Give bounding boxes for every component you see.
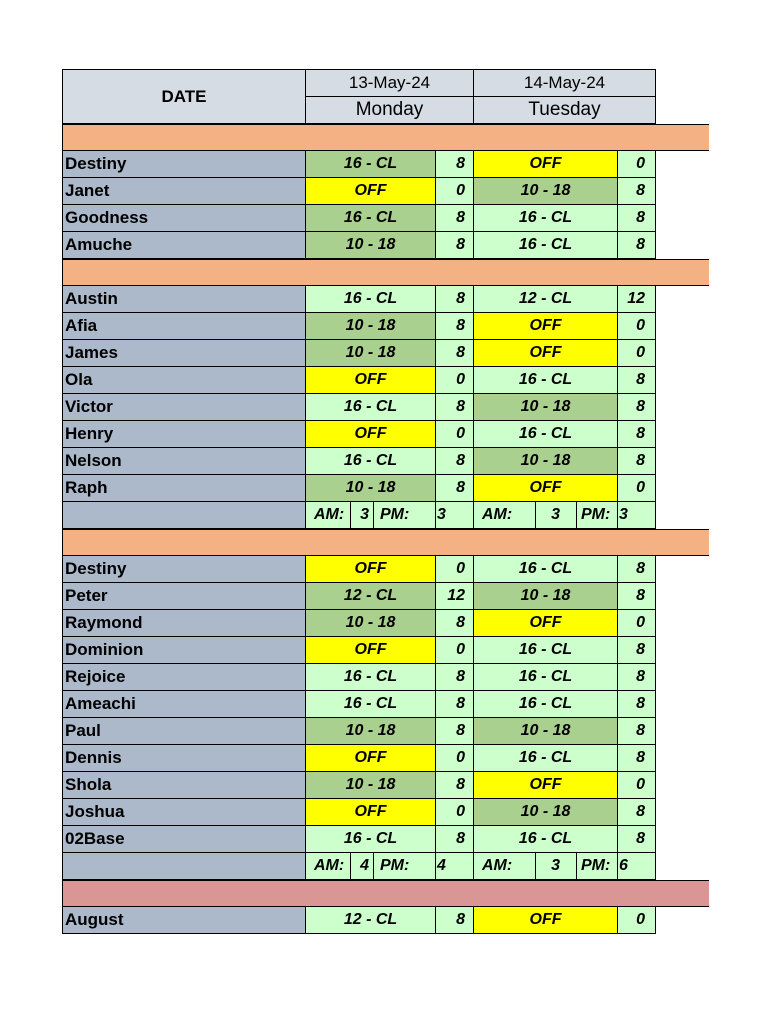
day1-pm-count[interactable]: 4 xyxy=(435,852,474,880)
summary-name-cell xyxy=(62,852,306,880)
day1-shift[interactable]: 10 - 18 xyxy=(305,312,436,340)
day2-shift[interactable]: OFF xyxy=(473,771,618,799)
staff-row xyxy=(62,151,709,178)
rota-sheet xyxy=(62,69,709,934)
day1-hours[interactable]: 8 xyxy=(435,906,474,934)
staff-row xyxy=(62,232,709,259)
day1-shift[interactable]: 16 - CL xyxy=(305,393,436,421)
day1-shift[interactable]: OFF xyxy=(305,420,436,448)
day1-shift[interactable]: 12 - CL xyxy=(305,582,436,610)
day1-hours[interactable]: 8 xyxy=(435,447,474,475)
staff-row xyxy=(62,772,709,799)
day2-shift[interactable]: 16 - CL xyxy=(473,636,618,664)
day2-hours[interactable]: 12 xyxy=(617,285,656,313)
staff-row xyxy=(62,691,709,718)
staff-name[interactable]: Victor xyxy=(62,393,306,421)
day2-hours[interactable]: 8 xyxy=(617,636,656,664)
day1-hours[interactable]: 0 xyxy=(435,420,474,448)
day2-shift[interactable]: OFF xyxy=(473,339,618,367)
staff-row xyxy=(62,367,709,394)
day2-shift[interactable]: 12 - CL xyxy=(473,285,618,313)
day2-hours[interactable]: 0 xyxy=(617,339,656,367)
day1-shift[interactable]: 16 - CL xyxy=(305,663,436,691)
rota-body xyxy=(62,124,709,934)
day1-shift[interactable]: 16 - CL xyxy=(305,825,436,853)
am-pm-summary-row xyxy=(62,502,709,529)
day2-am-count[interactable]: 3 xyxy=(535,852,577,880)
day1-hours[interactable]: 12 xyxy=(435,582,474,610)
day1-hours[interactable]: 0 xyxy=(435,744,474,772)
day1-shift[interactable]: OFF xyxy=(305,636,436,664)
day2-shift[interactable]: 16 - CL xyxy=(473,825,618,853)
am-label[interactable]: AM: xyxy=(305,501,351,529)
day2-shift[interactable]: 10 - 18 xyxy=(473,798,618,826)
day2-weekday: Tuesday xyxy=(473,96,656,124)
day1-hours[interactable]: 8 xyxy=(435,204,474,232)
day2-shift[interactable]: 10 - 18 xyxy=(473,393,618,421)
date-header: DATE xyxy=(62,69,306,124)
day2-am-count[interactable]: 3 xyxy=(535,501,577,529)
day2-hours[interactable]: 8 xyxy=(617,204,656,232)
staff-name[interactable]: Austin xyxy=(62,285,306,313)
staff-row xyxy=(62,448,709,475)
day2-shift[interactable]: 10 - 18 xyxy=(473,717,618,745)
staff-name[interactable]: 02Base xyxy=(62,825,306,853)
day1-shift[interactable]: 10 - 18 xyxy=(305,717,436,745)
day2-shift[interactable]: OFF xyxy=(473,312,618,340)
day2-shift[interactable]: 16 - CL xyxy=(473,663,618,691)
staff-row xyxy=(62,556,709,583)
day2-hours[interactable]: 8 xyxy=(617,447,656,475)
staff-name[interactable]: Ola xyxy=(62,366,306,394)
staff-row xyxy=(62,664,709,691)
staff-name[interactable]: Rejoice xyxy=(62,663,306,691)
day2-shift[interactable]: 16 - CL xyxy=(473,420,618,448)
staff-name[interactable]: Shola xyxy=(62,771,306,799)
day1-hours[interactable]: 8 xyxy=(435,474,474,502)
staff-name[interactable]: Dominion xyxy=(62,636,306,664)
staff-row xyxy=(62,313,709,340)
staff-row xyxy=(62,637,709,664)
staff-name[interactable]: August xyxy=(62,906,306,934)
staff-row xyxy=(62,610,709,637)
day2-hours[interactable]: 8 xyxy=(617,393,656,421)
staff-row xyxy=(62,826,709,853)
day2-shift[interactable]: 16 - CL xyxy=(473,204,618,232)
staff-row xyxy=(62,583,709,610)
section-separator xyxy=(62,880,709,907)
day2-shift[interactable]: OFF xyxy=(473,609,618,637)
day2-hours[interactable]: 0 xyxy=(617,609,656,637)
staff-name[interactable]: Goodness xyxy=(62,204,306,232)
day2-hours[interactable]: 0 xyxy=(617,150,656,178)
staff-name[interactable]: Destiny xyxy=(62,150,306,178)
day1-hours[interactable]: 8 xyxy=(435,717,474,745)
day2-hours[interactable]: 8 xyxy=(617,555,656,583)
staff-row xyxy=(62,286,709,313)
header-row xyxy=(62,69,709,124)
day1-shift[interactable]: OFF xyxy=(305,366,436,394)
day1-am-count[interactable]: 4 xyxy=(350,852,374,880)
day2-hours[interactable]: 8 xyxy=(617,231,656,259)
day1-shift[interactable]: OFF xyxy=(305,555,436,583)
day2-hours[interactable]: 8 xyxy=(617,690,656,718)
staff-name[interactable]: Paul xyxy=(62,717,306,745)
am-pm-summary-row xyxy=(62,853,709,880)
day2-shift[interactable]: 10 - 18 xyxy=(473,582,618,610)
day2-hours[interactable]: 8 xyxy=(617,825,656,853)
day1-hours[interactable]: 0 xyxy=(435,177,474,205)
summary-name-cell xyxy=(62,501,306,529)
staff-row xyxy=(62,421,709,448)
day1-shift[interactable]: OFF xyxy=(305,798,436,826)
staff-name[interactable]: Peter xyxy=(62,582,306,610)
day1-hours[interactable]: 8 xyxy=(435,690,474,718)
staff-name[interactable]: Afia xyxy=(62,312,306,340)
staff-row xyxy=(62,718,709,745)
day2-hours[interactable]: 0 xyxy=(617,312,656,340)
day1-shift[interactable]: 16 - CL xyxy=(305,204,436,232)
staff-row xyxy=(62,394,709,421)
day1-hours[interactable]: 8 xyxy=(435,663,474,691)
staff-row xyxy=(62,745,709,772)
day1-shift[interactable]: 16 - CL xyxy=(305,690,436,718)
day2-date: 14-May-24 xyxy=(473,69,656,97)
day1-hours[interactable]: 0 xyxy=(435,366,474,394)
section-separator xyxy=(62,124,709,151)
day2-hours[interactable]: 8 xyxy=(617,798,656,826)
day2-pm-count[interactable]: 3 xyxy=(617,501,656,529)
day2-shift[interactable]: 10 - 18 xyxy=(473,447,618,475)
day2-shift[interactable]: 16 - CL xyxy=(473,231,618,259)
day1-date: 13-May-24 xyxy=(305,69,474,97)
staff-name[interactable]: Destiny xyxy=(62,555,306,583)
staff-name[interactable]: Joshua xyxy=(62,798,306,826)
day1-shift[interactable]: 10 - 18 xyxy=(305,771,436,799)
day2-shift[interactable]: 16 - CL xyxy=(473,690,618,718)
day1-shift[interactable]: 10 - 18 xyxy=(305,339,436,367)
day2-hours[interactable]: 8 xyxy=(617,420,656,448)
day1-weekday: Monday xyxy=(305,96,474,124)
staff-row xyxy=(62,907,709,934)
day2-hours[interactable]: 8 xyxy=(617,366,656,394)
day1-am-count[interactable]: 3 xyxy=(350,501,374,529)
day2-hours[interactable]: 8 xyxy=(617,582,656,610)
day2-shift[interactable]: 10 - 18 xyxy=(473,177,618,205)
section-separator xyxy=(62,529,709,556)
staff-row xyxy=(62,340,709,367)
day1-shift[interactable]: 10 - 18 xyxy=(305,609,436,637)
day1-hours[interactable]: 8 xyxy=(435,231,474,259)
day1-hours[interactable]: 0 xyxy=(435,636,474,664)
day1-shift[interactable]: 10 - 18 xyxy=(305,474,436,502)
section-separator xyxy=(62,259,709,286)
day1-hours[interactable]: 8 xyxy=(435,285,474,313)
day2-shift[interactable]: 16 - CL xyxy=(473,555,618,583)
day1-shift[interactable]: 10 - 18 xyxy=(305,231,436,259)
am-label[interactable]: AM: xyxy=(473,852,536,880)
day2-hours[interactable]: 8 xyxy=(617,717,656,745)
staff-name[interactable]: Dennis xyxy=(62,744,306,772)
day2-shift[interactable]: 16 - CL xyxy=(473,744,618,772)
day1-hours[interactable]: 8 xyxy=(435,609,474,637)
day1-shift[interactable]: OFF xyxy=(305,177,436,205)
staff-row xyxy=(62,178,709,205)
am-label[interactable]: AM: xyxy=(473,501,536,529)
day2-hours[interactable]: 8 xyxy=(617,177,656,205)
day1-hours[interactable]: 0 xyxy=(435,798,474,826)
staff-row xyxy=(62,799,709,826)
day2-hours[interactable]: 0 xyxy=(617,771,656,799)
staff-row xyxy=(62,475,709,502)
staff-name[interactable]: Raymond xyxy=(62,609,306,637)
pm-label[interactable]: PM: xyxy=(576,852,618,880)
day1-pm-count[interactable]: 3 xyxy=(435,501,474,529)
day2-shift[interactable]: OFF xyxy=(473,150,618,178)
day1-hours[interactable]: 8 xyxy=(435,150,474,178)
pm-label[interactable]: PM: xyxy=(373,852,436,880)
day2-pm-count[interactable]: 6 xyxy=(617,852,656,880)
day1-shift[interactable]: 16 - CL xyxy=(305,285,436,313)
day1-hours[interactable]: 8 xyxy=(435,312,474,340)
day1-hours[interactable]: 0 xyxy=(435,555,474,583)
am-label[interactable]: AM: xyxy=(305,852,351,880)
staff-name[interactable]: Raph xyxy=(62,474,306,502)
day2-hours[interactable]: 0 xyxy=(617,474,656,502)
day1-shift[interactable]: OFF xyxy=(305,744,436,772)
day1-hours[interactable]: 8 xyxy=(435,771,474,799)
day2-hours[interactable]: 8 xyxy=(617,744,656,772)
day2-hours[interactable]: 0 xyxy=(617,906,656,934)
pm-label[interactable]: PM: xyxy=(576,501,618,529)
pm-label[interactable]: PM: xyxy=(373,501,436,529)
day2-hours[interactable]: 8 xyxy=(617,663,656,691)
staff-name[interactable]: Ameachi xyxy=(62,690,306,718)
staff-name[interactable]: James xyxy=(62,339,306,367)
staff-name[interactable]: Nelson xyxy=(62,447,306,475)
staff-name[interactable]: Henry xyxy=(62,420,306,448)
staff-name[interactable]: Janet xyxy=(62,177,306,205)
day1-shift[interactable]: 12 - CL xyxy=(305,906,436,934)
day1-shift[interactable]: 16 - CL xyxy=(305,150,436,178)
day1-hours[interactable]: 8 xyxy=(435,393,474,421)
staff-name[interactable]: Amuche xyxy=(62,231,306,259)
day1-hours[interactable]: 8 xyxy=(435,339,474,367)
day1-shift[interactable]: 16 - CL xyxy=(305,447,436,475)
day2-shift[interactable]: OFF xyxy=(473,906,618,934)
day2-shift[interactable]: OFF xyxy=(473,474,618,502)
staff-row xyxy=(62,205,709,232)
day2-shift[interactable]: 16 - CL xyxy=(473,366,618,394)
day1-hours[interactable]: 8 xyxy=(435,825,474,853)
